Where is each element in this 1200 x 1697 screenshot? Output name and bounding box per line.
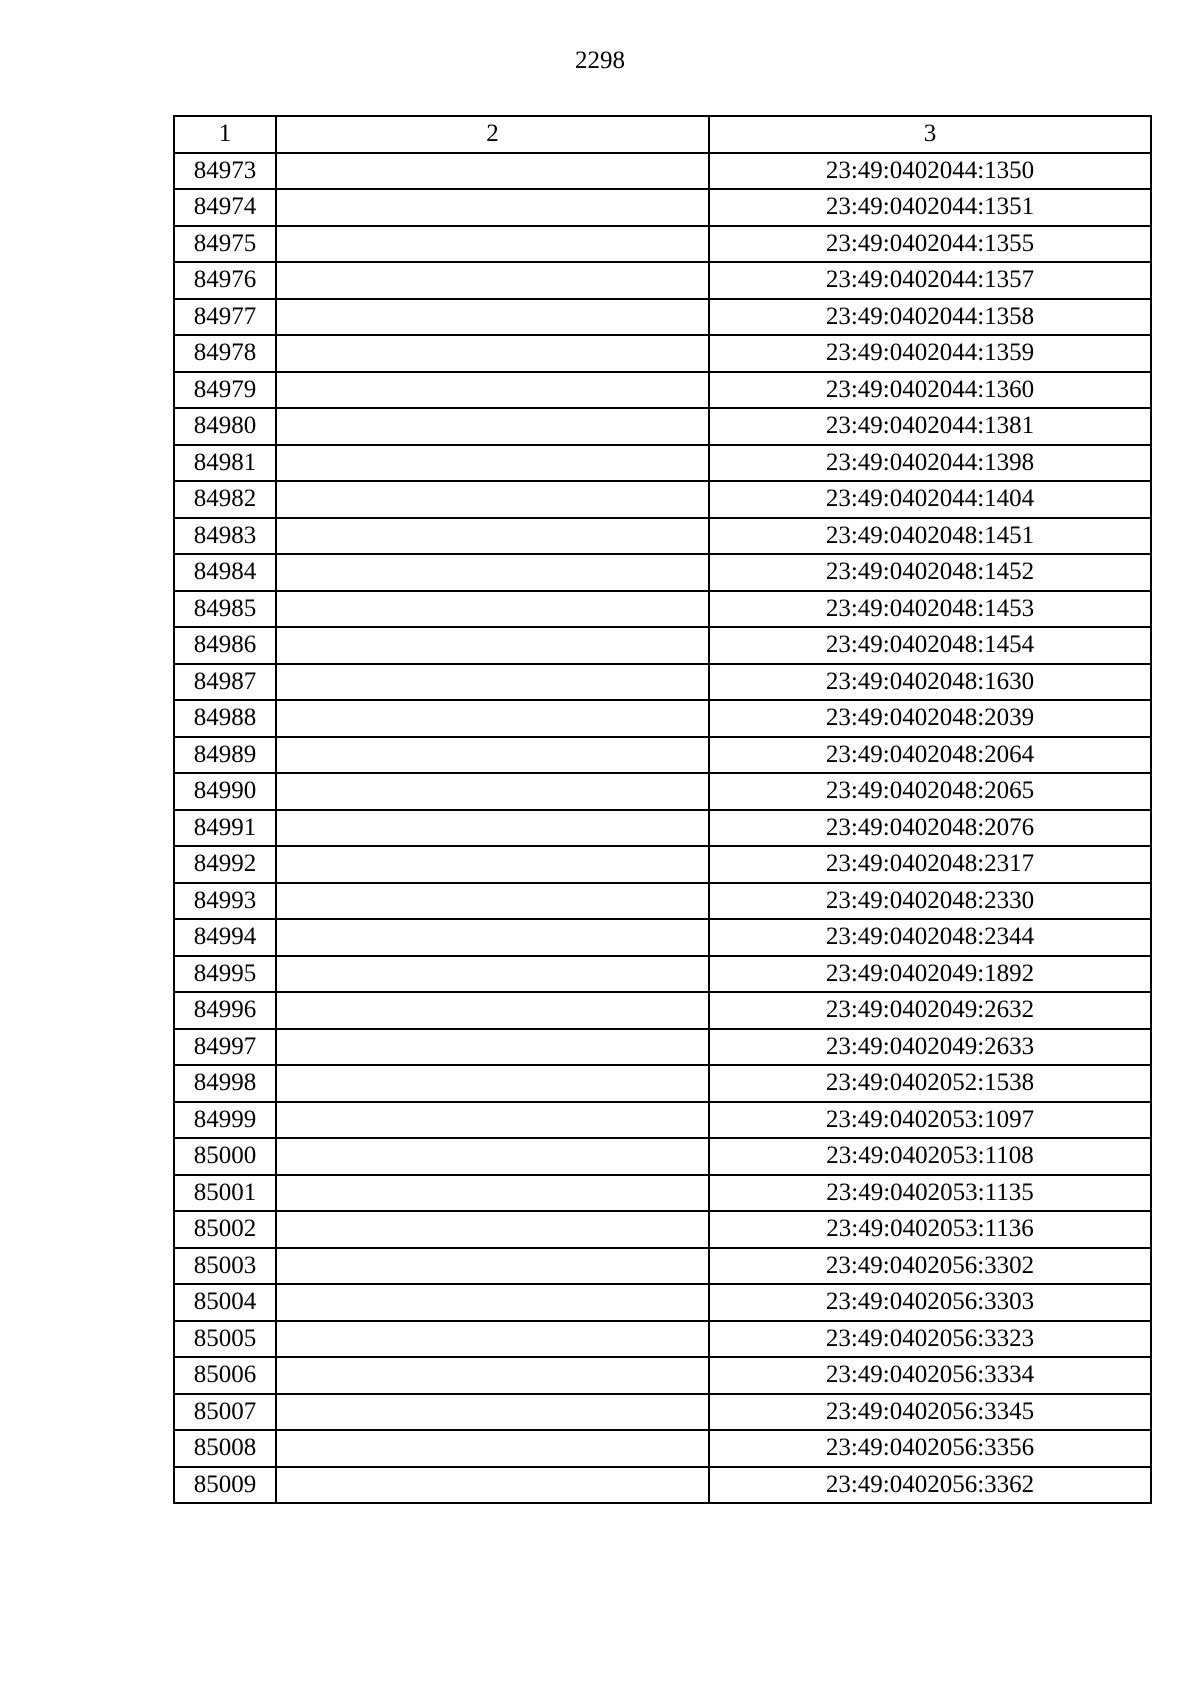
table-cell-col-3: 23:49:0402056:3303 xyxy=(709,1284,1151,1321)
table-cell-col-1: 84986 xyxy=(174,627,276,664)
table-cell-col-3: 23:49:0402053:1097 xyxy=(709,1102,1151,1139)
table-cell-col-3: 23:49:0402056:3362 xyxy=(709,1467,1151,1504)
table-cell-col-2 xyxy=(276,591,709,628)
table-cell-col-2 xyxy=(276,1321,709,1358)
table-cell-col-2 xyxy=(276,1175,709,1212)
table-cell-col-1: 84979 xyxy=(174,372,276,409)
table-row xyxy=(174,1248,1151,1285)
table-row xyxy=(174,883,1151,920)
table-cell-col-3: 23:49:0402048:1452 xyxy=(709,554,1151,591)
table-cell-col-3: 23:49:0402056:3302 xyxy=(709,1248,1151,1285)
table-cell-col-2 xyxy=(276,262,709,299)
table-header xyxy=(174,116,1151,153)
data-table xyxy=(173,115,1152,1504)
table-cell-col-1: 84975 xyxy=(174,226,276,263)
table-row xyxy=(174,773,1151,810)
table-row xyxy=(174,1467,1151,1504)
table-cell-col-3: 23:49:0402053:1135 xyxy=(709,1175,1151,1212)
table-cell-col-1: 85000 xyxy=(174,1138,276,1175)
table-cell-col-2 xyxy=(276,664,709,701)
table-cell-col-2 xyxy=(276,189,709,226)
table-cell-col-2 xyxy=(276,1357,709,1394)
table-row xyxy=(174,445,1151,482)
table-cell-col-3: 23:49:0402044:1359 xyxy=(709,335,1151,372)
table-cell-col-1: 84995 xyxy=(174,956,276,993)
table-cell-col-2 xyxy=(276,992,709,1029)
table-cell-col-3: 23:49:0402048:2344 xyxy=(709,919,1151,956)
table-cell-col-2 xyxy=(276,1211,709,1248)
table-cell-col-3: 23:49:0402048:1454 xyxy=(709,627,1151,664)
table-cell-col-3: 23:49:0402044:1360 xyxy=(709,372,1151,409)
table-row xyxy=(174,189,1151,226)
table-cell-col-1: 85006 xyxy=(174,1357,276,1394)
table-cell-col-3: 23:49:0402048:1630 xyxy=(709,664,1151,701)
table-cell-col-1: 84985 xyxy=(174,591,276,628)
table-cell-col-3: 23:49:0402048:1453 xyxy=(709,591,1151,628)
table-cell-col-2 xyxy=(276,408,709,445)
table-cell-col-2 xyxy=(276,956,709,993)
table-cell-col-1: 84989 xyxy=(174,737,276,774)
header-row xyxy=(174,116,1151,153)
table-row xyxy=(174,518,1151,555)
table-cell-col-1: 84980 xyxy=(174,408,276,445)
table-row xyxy=(174,262,1151,299)
table-cell-col-3: 23:49:0402048:2065 xyxy=(709,773,1151,810)
table-cell-col-2 xyxy=(276,1065,709,1102)
table-cell-col-1: 84978 xyxy=(174,335,276,372)
table-cell-col-2 xyxy=(276,883,709,920)
table-cell-col-2 xyxy=(276,1284,709,1321)
table-row xyxy=(174,1284,1151,1321)
table-cell-col-2 xyxy=(276,1102,709,1139)
table-row xyxy=(174,1102,1151,1139)
table-cell-col-1: 84997 xyxy=(174,1029,276,1066)
table-cell-col-3: 23:49:0402053:1108 xyxy=(709,1138,1151,1175)
table-cell-col-2 xyxy=(276,810,709,847)
table-cell-col-2 xyxy=(276,226,709,263)
table-row xyxy=(174,372,1151,409)
table-cell-col-2 xyxy=(276,773,709,810)
table-cell-col-2 xyxy=(276,554,709,591)
table-cell-col-2 xyxy=(276,627,709,664)
table-cell-col-2 xyxy=(276,445,709,482)
table-row xyxy=(174,408,1151,445)
table-cell-col-2 xyxy=(276,1394,709,1431)
table-cell-col-3: 23:49:0402048:2317 xyxy=(709,846,1151,883)
table-cell-col-3: 23:49:0402048:2076 xyxy=(709,810,1151,847)
table-cell-col-2 xyxy=(276,335,709,372)
table-row xyxy=(174,554,1151,591)
header-cell-col-1: 1 xyxy=(174,116,276,153)
page-number: 2298 xyxy=(575,47,625,74)
table-row xyxy=(174,810,1151,847)
table-row xyxy=(174,1357,1151,1394)
table-cell-col-1: 85001 xyxy=(174,1175,276,1212)
table-cell-col-3: 23:49:0402056:3334 xyxy=(709,1357,1151,1394)
table-cell-col-3: 23:49:0402048:2064 xyxy=(709,737,1151,774)
table-cell-col-1: 84991 xyxy=(174,810,276,847)
table-body xyxy=(174,153,1151,1504)
table-cell-col-1: 84981 xyxy=(174,445,276,482)
table-row xyxy=(174,481,1151,518)
table-cell-col-1: 85007 xyxy=(174,1394,276,1431)
table-row xyxy=(174,1065,1151,1102)
table-cell-col-1: 84976 xyxy=(174,262,276,299)
table-cell-col-1: 85004 xyxy=(174,1284,276,1321)
table-row xyxy=(174,627,1151,664)
table-cell-col-2 xyxy=(276,700,709,737)
table-row xyxy=(174,700,1151,737)
table-cell-col-2 xyxy=(276,372,709,409)
table-cell-col-1: 84993 xyxy=(174,883,276,920)
table-row xyxy=(174,1321,1151,1358)
table-cell-col-2 xyxy=(276,1248,709,1285)
table-cell-col-3: 23:49:0402048:2330 xyxy=(709,883,1151,920)
header-cell-col-2: 2 xyxy=(276,116,709,153)
table-row xyxy=(174,1029,1151,1066)
table-cell-col-2 xyxy=(276,481,709,518)
table-cell-col-3: 23:49:0402044:1350 xyxy=(709,153,1151,190)
table-cell-col-1: 85009 xyxy=(174,1467,276,1504)
table-cell-col-3: 23:49:0402049:2633 xyxy=(709,1029,1151,1066)
table-cell-col-1: 84994 xyxy=(174,919,276,956)
table-cell-col-3: 23:49:0402056:3345 xyxy=(709,1394,1151,1431)
table-cell-col-1: 84984 xyxy=(174,554,276,591)
table-cell-col-2 xyxy=(276,518,709,555)
table-cell-col-3: 23:49:0402056:3323 xyxy=(709,1321,1151,1358)
table-row xyxy=(174,1211,1151,1248)
table-row xyxy=(174,335,1151,372)
table-row xyxy=(174,591,1151,628)
table-cell-col-1: 84988 xyxy=(174,700,276,737)
table-row xyxy=(174,664,1151,701)
table-cell-col-1: 85005 xyxy=(174,1321,276,1358)
table-cell-col-2 xyxy=(276,1138,709,1175)
table-cell-col-3: 23:49:0402048:1451 xyxy=(709,518,1151,555)
table-cell-col-1: 85003 xyxy=(174,1248,276,1285)
table-row xyxy=(174,1430,1151,1467)
table-cell-col-1: 84998 xyxy=(174,1065,276,1102)
header-cell-col-3: 3 xyxy=(709,116,1151,153)
table-row xyxy=(174,1394,1151,1431)
table-cell-col-1: 85002 xyxy=(174,1211,276,1248)
table-row xyxy=(174,737,1151,774)
table-row xyxy=(174,299,1151,336)
table-cell-col-1: 84999 xyxy=(174,1102,276,1139)
table-cell-col-2 xyxy=(276,153,709,190)
table-cell-col-1: 84983 xyxy=(174,518,276,555)
table-cell-col-3: 23:49:0402044:1398 xyxy=(709,445,1151,482)
table-row xyxy=(174,919,1151,956)
table-cell-col-1: 84987 xyxy=(174,664,276,701)
table-cell-col-1: 84990 xyxy=(174,773,276,810)
table-row xyxy=(174,1175,1151,1212)
table-cell-col-1: 84974 xyxy=(174,189,276,226)
table-cell-col-3: 23:49:0402053:1136 xyxy=(709,1211,1151,1248)
table-cell-col-1: 84977 xyxy=(174,299,276,336)
table-row xyxy=(174,226,1151,263)
table-cell-col-1: 84996 xyxy=(174,992,276,1029)
table-cell-col-3: 23:49:0402044:1358 xyxy=(709,299,1151,336)
table-cell-col-3: 23:49:0402044:1357 xyxy=(709,262,1151,299)
table-cell-col-3: 23:49:0402049:1892 xyxy=(709,956,1151,993)
table-row xyxy=(174,956,1151,993)
table-row xyxy=(174,992,1151,1029)
table-cell-col-3: 23:49:0402052:1538 xyxy=(709,1065,1151,1102)
table-cell-col-3: 23:49:0402044:1355 xyxy=(709,226,1151,263)
table-row xyxy=(174,1138,1151,1175)
table-cell-col-2 xyxy=(276,919,709,956)
table-cell-col-2 xyxy=(276,1029,709,1066)
table-cell-col-3: 23:49:0402044:1381 xyxy=(709,408,1151,445)
table-cell-col-3: 23:49:0402048:2039 xyxy=(709,700,1151,737)
table-cell-col-2 xyxy=(276,737,709,774)
table-cell-col-3: 23:49:0402044:1404 xyxy=(709,481,1151,518)
table-cell-col-1: 85008 xyxy=(174,1430,276,1467)
table-cell-col-2 xyxy=(276,846,709,883)
table-cell-col-2 xyxy=(276,1430,709,1467)
table-row xyxy=(174,153,1151,190)
table-cell-col-3: 23:49:0402049:2632 xyxy=(709,992,1151,1029)
table-cell-col-3: 23:49:0402056:3356 xyxy=(709,1430,1151,1467)
table-cell-col-1: 84973 xyxy=(174,153,276,190)
table-row xyxy=(174,846,1151,883)
table-cell-col-2 xyxy=(276,299,709,336)
table-cell-col-1: 84992 xyxy=(174,846,276,883)
table-cell-col-2 xyxy=(276,1467,709,1504)
table-cell-col-1: 84982 xyxy=(174,481,276,518)
table-cell-col-3: 23:49:0402044:1351 xyxy=(709,189,1151,226)
